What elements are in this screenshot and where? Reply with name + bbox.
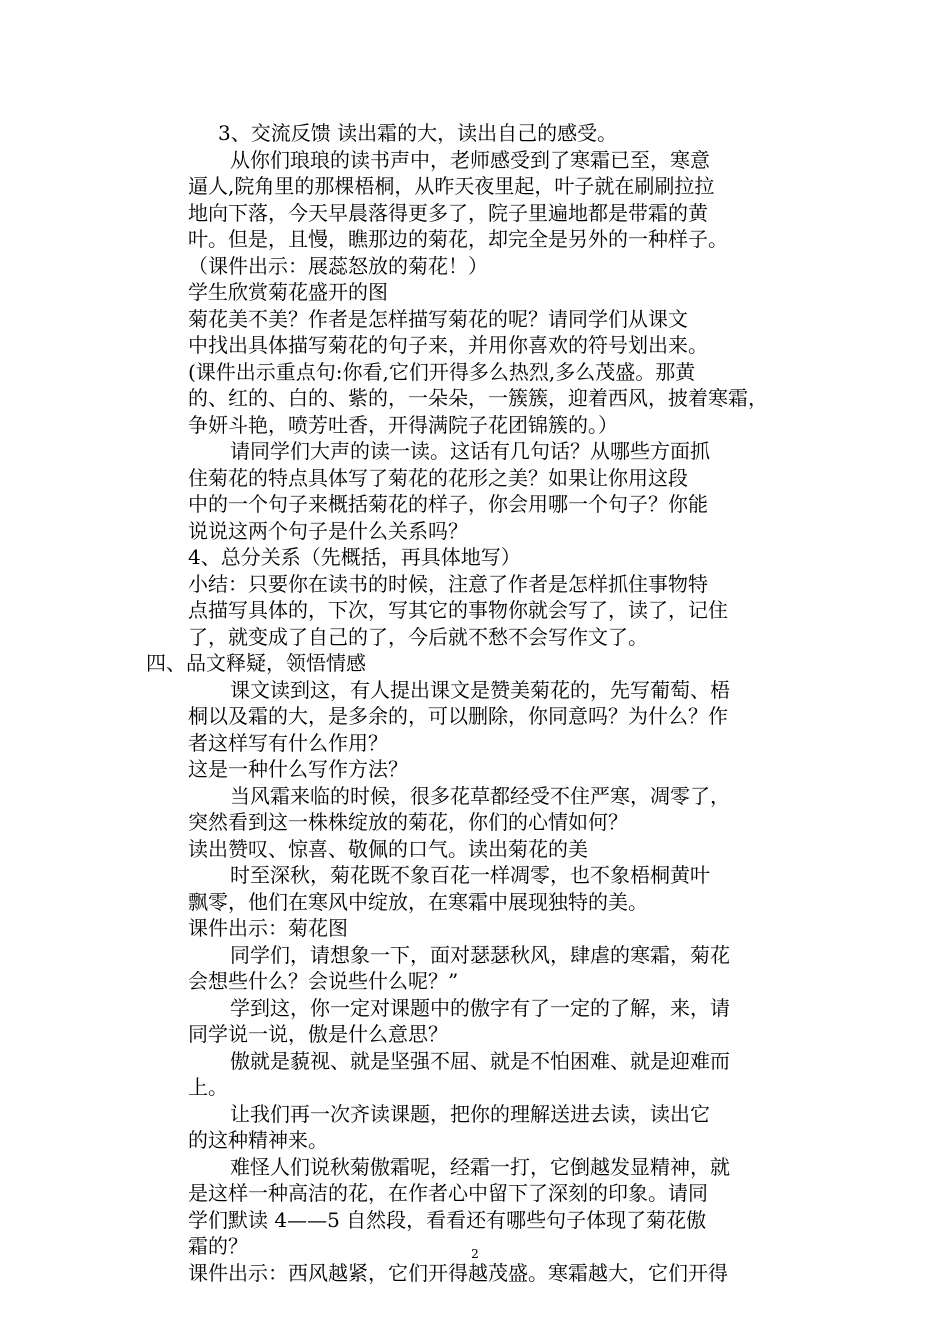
- text-line: 争妍斗艳，喷芳吐香，开得满院子花团锦簇的。）: [188, 412, 618, 437]
- text-line: 叶。但是，且慢，瞧那边的菊花，却完全是另外的一种样子。: [188, 227, 728, 251]
- text-line: 住菊花的特点具体写了菊花的花形之美？如果让你用这段: [188, 465, 688, 490]
- text-line: 同学说一说，傲是什么意思？: [188, 1022, 448, 1046]
- text-line: 难怪人们说秋菊傲霜呢，经霜一打，它倒越发显精神，就: [230, 1154, 730, 1179]
- text-line: 中找出具体描写菊花的句子来，并用你喜欢的符号划出来。: [188, 333, 708, 357]
- text-line: 课件出示：菊花图: [188, 916, 348, 940]
- text-line: 者这样写有什么作用？: [188, 730, 388, 755]
- text-line: 学生欣赏菊花盛开的图: [188, 280, 388, 304]
- text-line: 4、总分关系（先概括，再具体地写）: [188, 545, 521, 569]
- text-line: 上。: [188, 1075, 228, 1099]
- text-line: 3、交流反馈 读出霜的大，读出自己的感受。: [218, 121, 618, 145]
- text-line: 当风霜来临的时候，很多花草都经受不住严寒，凋零了，: [230, 783, 730, 808]
- text-line: 逼人,院角里的那棵梧桐，从昨天夜里起，叶子就在刷刷拉拉: [188, 174, 715, 198]
- text-line: 是这样一种高洁的花，在作者心中留下了深刻的印象。请同: [188, 1181, 708, 1205]
- text-line: 菊花美不美？作者是怎样描写菊花的呢？请同学们从课文: [188, 306, 688, 331]
- text-line: 的这种精神来。: [188, 1128, 328, 1152]
- text-line: 的、红的、白的、紫的，一朵朵，一簇簇，迎着西风，披着寒霜，: [188, 386, 768, 410]
- text-line: 了，就变成了自己的了，今后就不愁不会写作文了。: [188, 624, 648, 649]
- page-number: 2: [471, 1247, 479, 1261]
- text-line: 霜的？: [188, 1234, 248, 1258]
- text-line: 同学们，请想象一下，面对瑟瑟秋风，肆虐的寒霜，菊花: [230, 942, 730, 967]
- text-line: 小结：只要你在读书的时候，注意了作者是怎样抓住事物特: [188, 571, 708, 596]
- text-line: 会想些什么？会说些什么呢？”: [188, 969, 459, 993]
- text-line: 中的一个句子来概括菊花的样子，你会用哪一个句子？你能: [188, 492, 708, 516]
- text-line: 课文读到这，有人提出课文是赞美菊花的，先写葡萄、梧: [230, 677, 730, 702]
- section-heading: 四、品文释疑，领悟情感: [146, 651, 366, 675]
- text-line: 读出赞叹、惊喜、敬佩的口气。读出菊花的美: [188, 836, 588, 861]
- text-line: 桐以及霜的大，是多余的，可以删除，你同意吗？为什么？作: [188, 704, 728, 728]
- text-line: 飘零，他们在寒风中绽放，在寒霜中展现独特的美。: [188, 889, 648, 914]
- text-line: （课件出示：展蕊怒放的菊花！）: [188, 253, 488, 278]
- text-line: 这是一种什么写作方法？: [188, 757, 408, 781]
- text-line: 点描写具体的，下次，写其它的事物你就会写了，读了，记住: [188, 598, 728, 622]
- text-line: (课件出示重点句:你看,它们开得多么热烈,多么茂盛。那黄: [188, 359, 696, 384]
- text-line: 突然看到这一株株绽放的菊花，你们的心情如何？: [188, 810, 628, 834]
- text-line: 课件出示：西风越紧，它们开得越茂盛。寒霜越大，它们开得: [188, 1260, 728, 1285]
- text-line: 地向下落，今天早晨落得更多了，院子里遍地都是带霜的黄: [188, 200, 708, 225]
- text-line: 让我们再一次齐读课题，把你的理解送进去读，读出它: [230, 1101, 710, 1126]
- text-line: 时至深秋，菊花既不象百花一样凋零，也不象梧桐黄叶: [230, 863, 710, 887]
- text-line: 请同学们大声的读一读。这话有几句话？从哪些方面抓: [230, 439, 710, 463]
- text-line: 从你们琅琅的读书声中，老师感受到了寒霜已至，寒意: [230, 147, 710, 172]
- document-body: [146, 120, 770, 1286]
- text-line: 学们默读 4——5 自然段，看看还有哪些句子体现了菊花傲: [188, 1207, 707, 1232]
- text-line: 说说这两个句子是什么关系吗？: [188, 518, 468, 543]
- text-line: 傲就是藐视、就是坚强不屈、就是不怕困难、就是迎难而: [230, 1048, 730, 1073]
- text-line: 学到这，你一定对课题中的傲字有了一定的了解，来，请: [230, 995, 730, 1020]
